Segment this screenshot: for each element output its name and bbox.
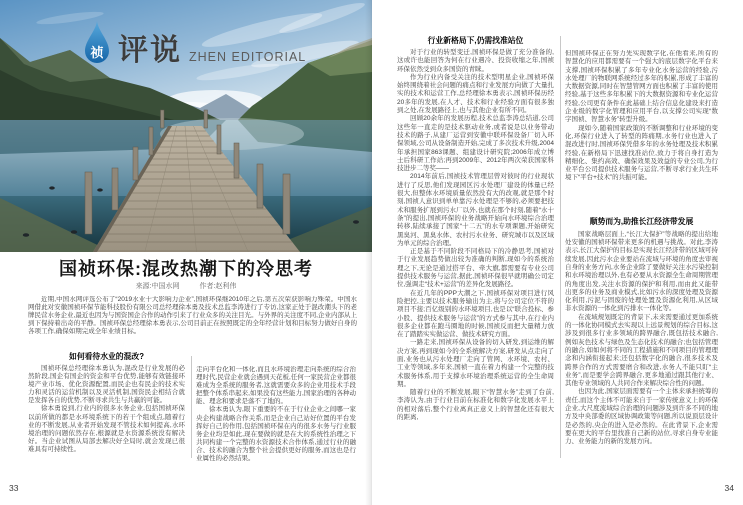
section-header-mixed-reform: 如何看待水业的混改? <box>69 352 144 361</box>
paragraph: 一路走来,国祯环保从设备的切入研发,到运维的解决方案,再到现如今的全系统解决方案,研发从点走向了面,业务也从污水处理厂走向了管网、水环境、农村、工业等领域,多年来,国祯一直在着力构建一个完整的技术服务体系,用于支撑水环境治理系统运营的全生命周期。 <box>397 339 554 388</box>
byline <box>0 281 372 291</box>
logo-subtitle: ZHEN EDITORIAL <box>189 50 307 64</box>
page-number-left: 33 <box>9 483 19 493</box>
column-divider <box>191 356 192 458</box>
right-page-column-2 <box>565 50 718 464</box>
paragraph: 国祯环保总经理徐本勇认为,混改是行业发展的必然阶段,国企有国企的资金和平台优势,能够有效链接环境产业市场、优化资源配置,而民企也有民企的技术实力和灵活的运营机制以及灵活机制,国资民企相结合就是发挥各自的优势,不断寻求共生与共赢的可能。 <box>28 365 185 405</box>
paragraph: 在近几年的PPP大潮之下,国祯环保对项目进行风险把控,主要以技术服务输出为主,将与公司定位不符的项目不接;百亿级别的水环境项目,也是以“联合投标、参小股、提供技术服务与运营”的方式参与其中,在行业内很多企业都在跑马圈地的时候,国祯反而把大量精力放在了踏踏实实做运营、做技术研究方面。 <box>397 289 554 339</box>
paragraph: 国家战略层面上,“长江大保护”等战略的提出给地处安徽的国祯环保带来更多的机遇与挑战。对此,李涛表示,长江大保护的目标是实现长江经济带的区域可持续发展,因此污水企业要站在流域与环境的角度去审视自身的业务方向,水务企业除了要做好关注水污染控制和水环境治理以外,也有必要从水资源全生命周期管理的角度出发,关注水资源的保护和利用,而由此又能带出更多的业务及商业模式,比如污水的深度处理及资源化利用,污泥与固废的处理处置及资源化利用,从区域非水资源的一体化到污排水一体化等。 <box>565 230 718 313</box>
byline-source: 来源:中国水网 <box>135 283 180 290</box>
paragraph: 徐本勇说到,行业内的很多水务企业,包括国祯环保以前所做的都是水环境系统下的若干个组成点,随着行业的不断发展,从业者开始发现不管技术如何提高,水环境治理的问题依然存在,根源就是水资源系统没有解决好。当企业试图从局部去解决好全局时,就会发现已很难具有可持续性。 <box>28 405 185 453</box>
zhen-logo <box>82 19 306 66</box>
paragraph: 正是基于不同阶段不同格局下的冷静思考,国祯对于行业发展趋势做出较为准确的判断,现如今的系统治理之下,无论是通过搭平台、牵大旗,都需要有专业公司提供技术服务与运营,据此,国祯环保很早就明确公司定位,强调走“技术+运营”的差异化发展路径。 <box>397 248 554 289</box>
left-page-column-1 <box>28 352 185 472</box>
intro-paragraph <box>28 296 357 350</box>
section-header-yangtze: 顺势而为,助推长江经济带发展 <box>589 216 694 226</box>
byline-author: 作者:赵利伟 <box>199 283 237 290</box>
page-number-right: 34 <box>724 483 734 493</box>
paragraph: 回顾20余年的发展历程,技术总监李涛总结道,公司这些年一直走的是技术驱动业务,或者说是以业务带动技术的路子,从建厂运营到安徽中联环保设备厂切入环保领域,公司从设备制造开始,完成了多次技术升级,2004年承担国家863课题、组建设计研究院;2006年成立博士后科研工作站;再到2009年、2012年两次荣获国家科技进步二等奖—— <box>397 115 554 173</box>
paragraph: 徐本勇认为,眼下重要的不在于行业企业之间哪一家央企构建战略合作关系,而是企业自己站好位置的平台发挥好自己的作用,包括国祯环保在内的很多水务与行业服务企业均是如此,现在要做的就是在大的系统性治理之下共同构建一个完整的水资源技术合作体系,通过行业的融合、技术的融合为整个社会提供更好的服务,而这也是行业属性的必然结果。 <box>196 406 356 463</box>
left-page-column-2 <box>196 366 356 472</box>
paragraph: 但国祯环保正在努力先实现数字化,在他看来,所有的智慧化的应用都需要有一个强大的底层数字化平台来支撑,国祯环保积累了多年专业化水务运营的经验,污水处理厂的物联网系统经过多年的积累,形成了丰富的大数据资源,同时在智慧管网方面也积累了丰富的使用经验,基于这些多年积累下的大数据资源和专业化运营经验,公司更有条件在此基础上结合信息化建设来打造企业级的数字化管理和应用平台,以支撑公司实现“数字国祯、智慧水务”转型升级。 <box>565 50 718 124</box>
paragraph: 作为行业内备受关注的技术型明星企业,国祯环保始终围绕着社会问题的痛点和行业发展方向做了大量扎实的技术和运营工作,总经理徐本勇表示,国祯环保历经20多年的发展,在人才、技术和行业经验方面有很多独到之处,在发展路径上,也与其他企业有所不同。 <box>397 73 554 115</box>
paragraph: 也因为此,国家层面需要有一个主体来承担统筹的责任,而这个主体不可能来自于一家传统意义上的环保企业,大尺度流域综合治理的问题涉及到许多不同的地方及中央部委的区域协调政策等问题,所以说顶层设计是必然的,央企的进入是必然的。在此背景下,企业需要在更大的平台里找准自己新的站位,寻求自身专业能力、业务能力的新的发展方向。 <box>565 388 718 446</box>
paragraph: 对于行业的转型变迁,国祯环保是做了充分准备的,这或许也能回答为何在行业遇冷、投资收缩之年,国祯环保依然受到众多国资的青睐。 <box>397 49 554 73</box>
column-divider <box>560 36 561 458</box>
water-drop-icon <box>82 19 112 66</box>
logo-drop-character: 祯 <box>90 45 104 60</box>
paragraph: 近期,中国水网评选公布了“2019水业十大影响力企业”,国祯环保继2010年之后,第五次荣获影响力殊荣。中国水网借此对安徽国祯环保节能科技股份有限公司总经理徐本勇及技术总监李涛进行了专访,这家正处于混改潮头下的老牌民营水务企业,最近也因为与国资国企合作的动作引来了行业众多的关注目光。与外界的关注度不同,企业内部从上到下保持着出奇的平静。国祯环保总经理徐本勇表示,公司目前正在按照既定的全年经营计划和目标努力做好自身的各项工作,确保如期完成全年业绩目标。 <box>28 296 357 336</box>
article-title: 国祯环保:混改热潮下的冷思考 <box>59 259 313 279</box>
section-header-new-landscape: 行业新格局下,仍需找准站位 <box>427 36 524 45</box>
paragraph: 随着行业的不断发展,眼下“智慧水务”走到了台前,李涛认为,由于行业目前在标准化和数字化发展水平上的相对落后,整个行业离真正意义上的智慧化还有很大的距离, <box>397 389 554 422</box>
lake-dock-photo <box>0 0 372 252</box>
right-page-column-1 <box>397 36 554 464</box>
paragraph: 现如今,随着国家政策的不断调整和行业环境的变化,环保行业进入了转型的阵痛期,水务行业也进入了混改进行时,国祯环保凭借多年的水务处理及技术积累经验,在新格局下迅速找准站位,致力于将自身打造为精细化、集约高效、确保效果及效益的专业公司,为行业平台公司提供技术服务与运营,不断寻求行业共生环境下“平台+技术”的共振可能。 <box>565 124 718 182</box>
paragraph: 走向平台化和一体化,而且水环境治理走向系统的综合治理时代,民营企业就会遇到天花板,任何一家民营企业都很难成为全系统的服务者,这就需要众多的企业用技术手段把整个体系串起来,如果没有这些能力,国家治理的各种动能、理念和要求是落不了地的。 <box>196 366 356 406</box>
paragraph: 在流域规划既定的背景下,未来需要通过更加系统的一体化协同模式去实现以上远景规划的综合目标,这涉及到很多行业多领域的跨界融合,既包括技术融合,例如灰色技术与绿色及生态化技术的融合;也包括管理的融合,如如何将不同的工程措施和不同项目的管理理念和内涵衔接起来;还包括数字化的融合,很多技术及跨界合作的方式需要磨合和改进,水务人不能只盯“主业务”,而是要学会跨界融合,更多地通过跟其他行业、其他专业领域的人共同合作来解决综合性的问题。 <box>565 313 718 388</box>
logo-wordmark: 评说 <box>118 33 182 68</box>
paragraph: 2014年前后,国祯技术管理层曾对彼时的行业现状进行了反思,他们发现园区污水处理厂建设的体量已经很大,但整体水环境质量依然没有大的改观,就是那个时刻,国祯人意识到单单靠污水处理是不够的,必须要把技术和服务扩展到污水厂以外,也就在那个时刻,随着“水十条”的提出,国祯环保的业务战略开始向水环境综合治理转移,陆续承接了国家“十二五”的水专项课题,开始研究黑臭河、黑臭水体、农村污水业务、研究城市以及区域为单元的综合治理。 <box>397 173 554 247</box>
right-page <box>372 0 743 505</box>
